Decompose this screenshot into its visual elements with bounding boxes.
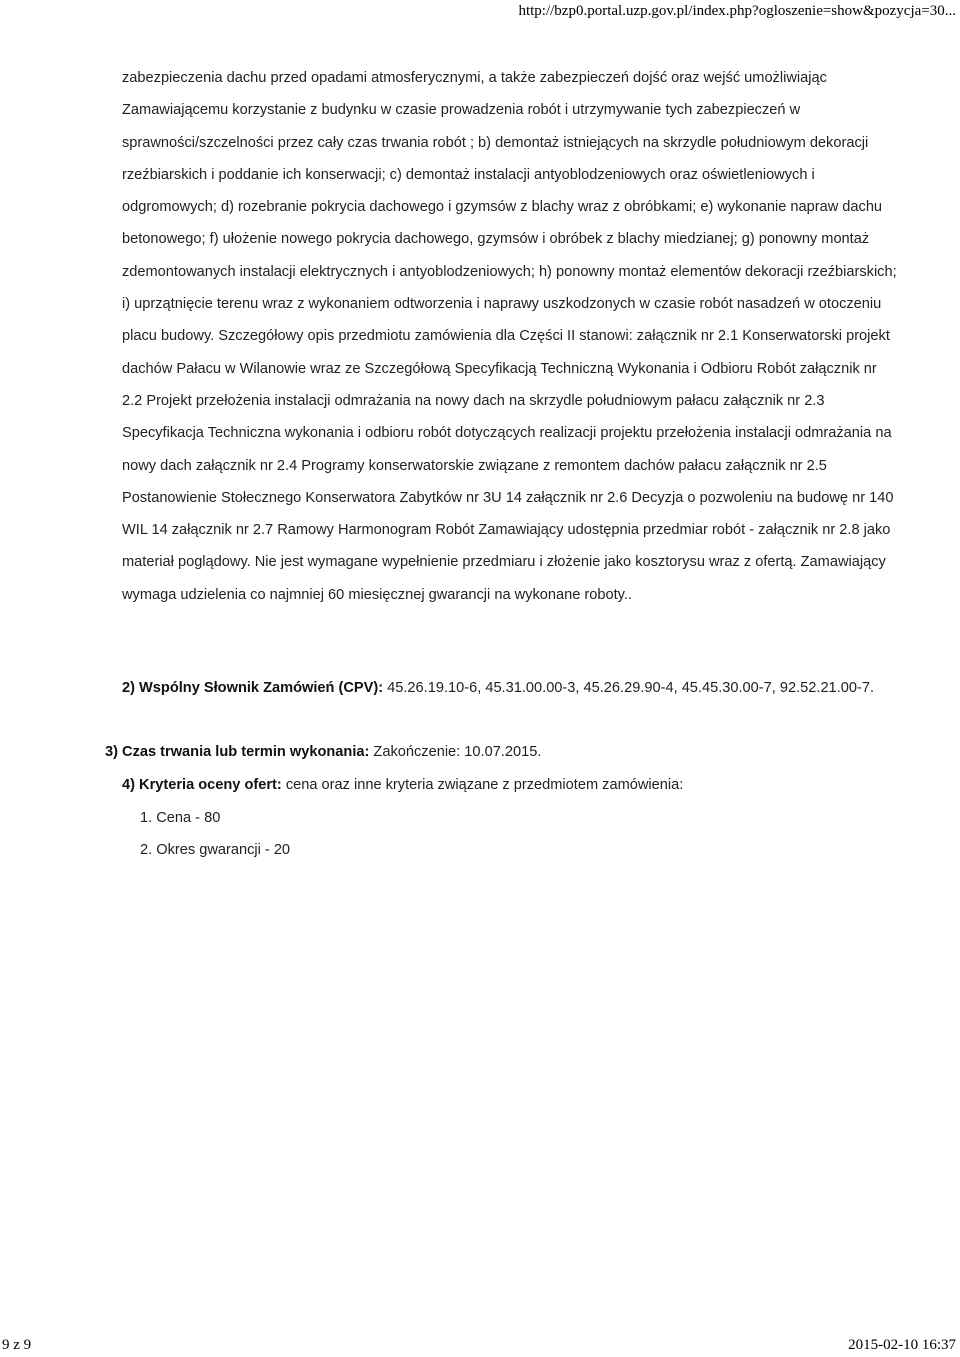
- criteria-item-warranty: 2. Okres gwarancji - 20: [140, 842, 291, 858]
- criteria-section: [122, 769, 683, 801]
- criteria-label: 4) Kryteria oceny ofert:: [122, 777, 282, 793]
- page-url-header: http://bzp0.portal.uzp.gov.pl/index.php?ogloszenie=show&pozycja=30...: [518, 3, 956, 19]
- page-number: 9 z 9: [2, 1337, 32, 1353]
- print-timestamp: 2015-02-10 16:37: [848, 1337, 956, 1353]
- description-paragraph: zabezpieczenia dachu przed opadami atmosferycznymi, a także zabezpieczeń dojść oraz wejść umożliwiając Zamawiającemu korzystanie z budynku w czasie prowadzenia robót i utrzymywanie tych zabezpieczeń w sprawności/szczelności przez cały czas trwania robót ; b) demontaż istniejących na skrzydle południowym dekoracji rzeźbiarskich i poddanie ich konserwacji; c) demontaż instalacji antyoblodzeniowych oraz oświetleniowych i odgromowych; d) rozebranie pokrycia dachowego i gzymsów z blachy wraz z obróbkami; e) wykonanie napraw dachu betonowego; f) ułożenie nowego pokrycia dachowego, gzymsów i obróbek z blachy miedzianej; g) ponowny montaż zdemontowanych instalacji elektrycznych i antyoblodzeniowych; h) ponowny montaż elementów dekoracji rzeźbiarskich; i) uprzątnięcie terenu wraz z wykonaniem odtworzenia i naprawy uszkodzonych w czasie robót nasadzeń w otoczeniu placu budowy. Szczegółowy opis przedmiotu zamówienia dla Części II stanowi: załącznik nr 2.1 Konserwatorski projekt dachów Pałacu w Wilanowie wraz ze Szczegółową Specyfikacją Techniczną Wykonania i Odbioru Robót załącznik nr 2.2 Projekt przełożenia instalacji odmrażania na nowy dach na skrzydle południowym pałacu załącznik nr 2.3 Specyfikacja Techniczna wykonania i odbioru robót dotyczących realizacji projektu przełożenia instalacji odmrażania na nowy dach załącznik nr 2.4 Programy konserwatorskie związane z remontem dachów pałacu załącznik nr 2.5 Postanowienie Stołecznego Konserwatora Zabytków nr 3U 14 załącznik nr 2.6 Decyzja o pozwoleniu na budowę nr 140 WIL 14 załącznik nr 2.7 Ramowy Harmonogram Robót Zamawiający udostępnia przedmiar robót - załącznik nr 2.8 jako materiał poglądowy. Nie jest wymagane wypełnienie przedmiaru i złożenie jako kosztorysu wraz z ofertą. Zamawiający wymaga udzielenia co najmniej 60 miesięcznej gwarancji na wykonane roboty..: [122, 70, 897, 603]
- cpv-section: [122, 672, 897, 704]
- criteria-item-price: 1. Cena - 80: [140, 810, 221, 826]
- cpv-codes: 45.26.19.10-6, 45.31.00.00-3, 45.26.29.90-4, 45.45.30.00-7, 92.52.21.00-7.: [383, 680, 874, 696]
- criteria-value: cena oraz inne kryteria związane z przedmiotem zamówienia:: [281, 777, 684, 793]
- duration-label: 3) Czas trwania lub termin wykonania:: [105, 744, 370, 760]
- duration-value: Zakończenie: 10.07.2015.: [369, 744, 542, 760]
- cpv-label: 2) Wspólny Słownik Zamówień (CPV):: [122, 680, 384, 696]
- duration-section: [105, 736, 541, 768]
